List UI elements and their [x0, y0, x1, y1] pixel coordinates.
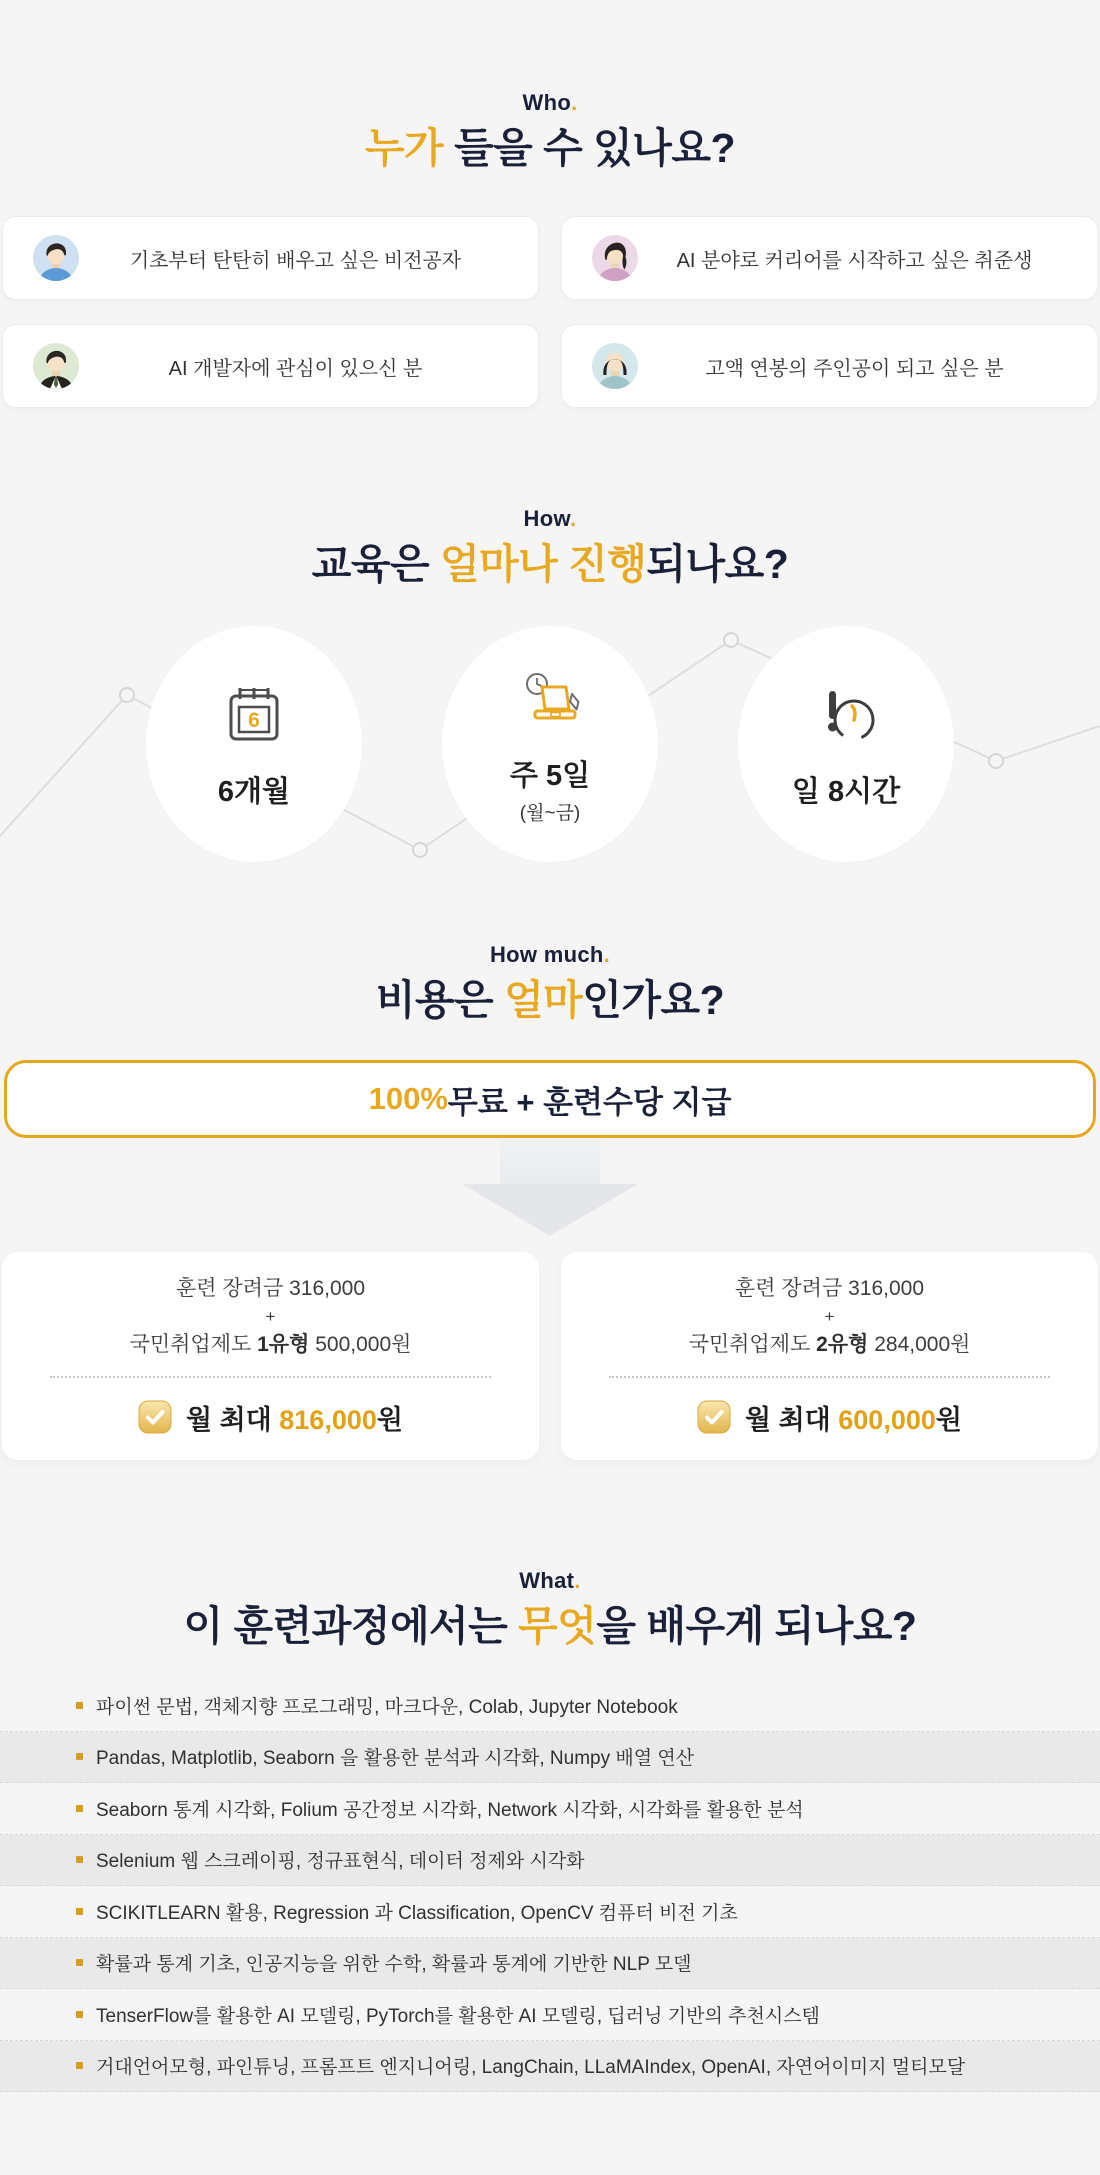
- banner-rest: 무료 + 훈련수당 지급: [447, 1084, 732, 1120]
- total-post: 원: [935, 1404, 962, 1435]
- circle-days: [442, 626, 658, 862]
- what-eyebrow-dot: .: [574, 1568, 581, 1593]
- howmuch-title-pre: 비용은: [375, 977, 505, 1023]
- bullet-icon: [76, 1908, 83, 1915]
- howmuch-eyebrow-dot: .: [603, 942, 611, 967]
- allowance-line2-pre: 국민취업제도: [688, 1332, 817, 1356]
- how-title: [0, 538, 1100, 590]
- calendar-number: 6: [248, 708, 260, 732]
- curriculum-item-text: Seaborn 통계 시각화, Folium 공간정보 시각화, Network 시각화, 시각화를 활용한 분석: [96, 1799, 804, 1821]
- howmuch-eyebrow: [0, 942, 1100, 968]
- bullet-icon: [76, 1805, 83, 1812]
- what-eyebrow: [0, 1568, 1100, 1594]
- who-title-rest: 들을 수 있나요?: [443, 125, 736, 171]
- who-cards-grid: [2, 216, 1098, 408]
- allowance-total: [697, 1398, 962, 1437]
- plus-sign: +: [824, 1306, 835, 1326]
- allowance-line2-type: 1유형: [257, 1332, 310, 1356]
- allowance-line2: [689, 1332, 971, 1358]
- who-card-jobseeker: [561, 216, 1098, 300]
- how-title-highlight: 얼마나 진행: [439, 541, 647, 587]
- who-card-label: AI 분야로 커리어를 시작하고 싶은 취준생: [676, 249, 1033, 272]
- who-title-highlight: 누가: [364, 125, 444, 171]
- allowance-card-type2: [561, 1252, 1098, 1460]
- who-card-label: 기초부터 탄탄히 배우고 싶은 비전공자: [129, 249, 462, 272]
- total-value: 816,000: [279, 1404, 377, 1435]
- circle-duration-label: 6개월: [217, 775, 291, 808]
- curriculum-list: [0, 1680, 1100, 2092]
- howmuch-title-post: 인가요?: [582, 977, 725, 1023]
- curriculum-item: [0, 1886, 1100, 1938]
- circle-hours: [738, 626, 954, 862]
- who-card-high-salary: [561, 324, 1098, 408]
- curriculum-item-text: Pandas, Matplotlib, Seaborn 을 활용한 분석과 시각화, Numpy 배열 연산: [96, 1748, 695, 1770]
- bullet-icon: [76, 1856, 83, 1863]
- curriculum-item: [0, 1835, 1100, 1887]
- allowance-total-text: [745, 1398, 962, 1437]
- who-eyebrow: [0, 90, 1100, 116]
- curriculum-item: [0, 1783, 1100, 1835]
- circles-row: [0, 626, 1100, 862]
- woman-pink-avatar-icon: [592, 235, 638, 281]
- who-card-developer: [2, 324, 539, 408]
- bullet-icon: [76, 1753, 83, 1760]
- section-how-much: [0, 942, 1100, 1460]
- bullet-icon: [76, 2062, 83, 2069]
- what-eyebrow-text: What: [519, 1568, 575, 1593]
- how-title-pre: 교육은: [311, 541, 440, 587]
- howmuch-title: [0, 974, 1100, 1026]
- curriculum-item-text: TenserFlow를 활용한 AI 모델링, PyTorch를 활용한 AI 모델링, 딥러닝 기반의 추천시스템: [96, 2005, 820, 2027]
- howmuch-title-highlight: 얼마: [504, 977, 583, 1023]
- total-value: 600,000: [838, 1404, 936, 1435]
- curriculum-item: [0, 1989, 1100, 2041]
- down-arrow-decoration: [0, 1140, 1100, 1236]
- total-pre: 월 최대: [745, 1404, 839, 1435]
- curriculum-item: [0, 1680, 1100, 1732]
- allowance-line1: 훈련 장려금 316,000: [734, 1276, 924, 1300]
- down-arrow-stem: [500, 1140, 600, 1184]
- allowance-line2-post: 500,000원: [309, 1332, 412, 1356]
- curriculum-item-text: 확률과 통계 기초, 인공지능을 위한 수학, 확률과 통계에 기반한 NLP 모델: [96, 1954, 692, 1976]
- curriculum-item-text: 파이썬 문법, 객체지향 프로그래밍, 마크다운, Colab, Jupyter Notebook: [96, 1696, 678, 1718]
- banner-highlight: 100%: [368, 1081, 448, 1116]
- calendar-icon: [215, 679, 293, 757]
- curriculum-item: [0, 1732, 1100, 1784]
- laptop-icon: [511, 663, 589, 741]
- who-card-label: 고액 연봉의 주인공이 되고 싶은 분: [705, 357, 1004, 380]
- total-post: 원: [376, 1404, 403, 1435]
- man-blue-avatar-icon: [33, 235, 79, 281]
- curriculum-item: [0, 1938, 1100, 1990]
- section-how: [0, 506, 1100, 862]
- dotted-divider: [50, 1376, 490, 1378]
- clock-alert-icon: [807, 679, 885, 757]
- who-eyebrow-dot: .: [571, 90, 578, 115]
- free-tuition-banner: [4, 1060, 1096, 1138]
- allowance-line2: [130, 1332, 412, 1358]
- schedule-circles: [0, 626, 1100, 862]
- circle-hours-label: 일 8시간: [791, 775, 901, 808]
- allowance-line2-pre: 국민취업제도: [129, 1332, 258, 1356]
- what-title-post: 을 배우게 되나요?: [596, 1603, 917, 1649]
- howmuch-eyebrow-text: How much: [489, 942, 604, 967]
- allowance-total-text: [186, 1398, 403, 1437]
- woman-teal-avatar-icon: [592, 343, 638, 389]
- bullet-icon: [76, 1959, 83, 1966]
- allowance-line1: 훈련 장려금 316,000: [175, 1276, 365, 1300]
- check-icon: [138, 1400, 172, 1434]
- how-title-post: 되나요?: [646, 541, 789, 587]
- what-title-highlight: 무엇: [518, 1603, 597, 1649]
- circle-days-sub: (월~금): [519, 803, 581, 824]
- circle-days-label: 주 5일: [509, 760, 591, 792]
- how-eyebrow: [0, 506, 1100, 532]
- circle-duration: [146, 626, 362, 862]
- who-card-nonmajor: [2, 216, 539, 300]
- section-who: [0, 0, 1100, 408]
- down-arrow-head: [462, 1184, 638, 1236]
- allowance-line2-type: 2유형: [816, 1332, 869, 1356]
- how-eyebrow-dot: .: [570, 506, 577, 531]
- section-what: [0, 1568, 1100, 2092]
- who-eyebrow-text: Who: [522, 90, 572, 115]
- what-title: [0, 1600, 1100, 1652]
- allowance-cards: [2, 1252, 1098, 1460]
- total-pre: 월 최대: [186, 1404, 280, 1435]
- what-title-pre: 이 훈련과정에서는: [183, 1603, 519, 1649]
- check-icon: [697, 1400, 731, 1434]
- plus-sign: +: [265, 1306, 276, 1326]
- curriculum-item-text: Selenium 웹 스크레이핑, 정규표현식, 데이터 정제와 시각화: [96, 1851, 585, 1873]
- allowance-line2-post: 284,000원: [868, 1332, 971, 1356]
- how-eyebrow-text: How: [523, 506, 571, 531]
- man-suit-avatar-icon: [33, 343, 79, 389]
- bullet-icon: [76, 1702, 83, 1709]
- allowance-card-type1: [2, 1252, 539, 1460]
- bullet-icon: [76, 2011, 83, 2018]
- who-title: [0, 122, 1100, 174]
- allowance-total: [138, 1398, 403, 1437]
- curriculum-item-text: SCIKITLEARN 활용, Regression 과 Classification, OpenCV 컴퓨터 비전 기초: [96, 1902, 738, 1924]
- curriculum-item-text: 거대언어모형, 파인튜닝, 프롬프트 엔지니어링, LangChain, LLaMAIndex, OpenAI, 자연어이미지 멀티모달: [96, 2057, 966, 2079]
- dotted-divider: [609, 1376, 1049, 1378]
- who-card-label: AI 개발자에 관심이 있으신 분: [168, 357, 423, 380]
- curriculum-item: [0, 2041, 1100, 2093]
